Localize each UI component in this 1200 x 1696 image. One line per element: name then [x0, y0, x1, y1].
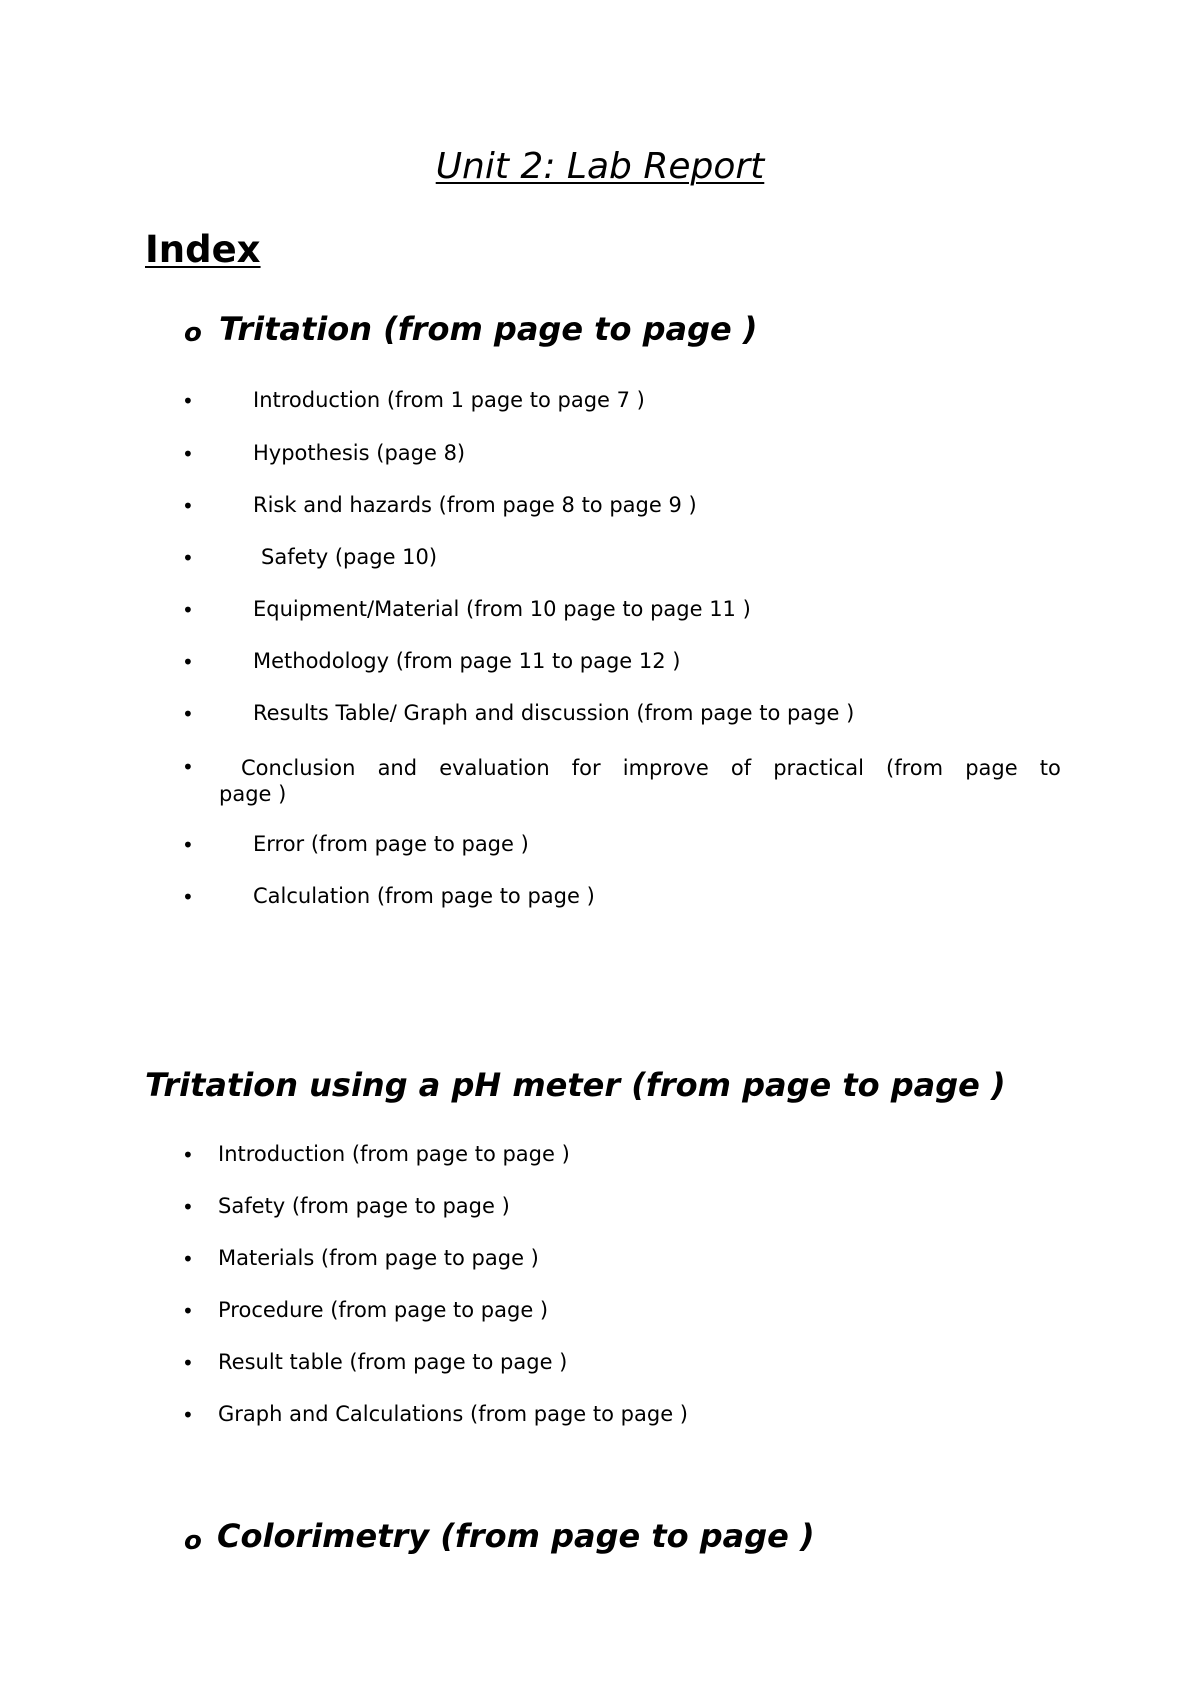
bullet-icon: •: [182, 546, 194, 570]
bullet-icon: •: [182, 494, 194, 518]
section-heading-tritation: Tritation (from page to page ): [219, 310, 758, 348]
conclusion-word: practical: [773, 756, 864, 780]
list-item: Introduction (from 1 page to page 7 ): [253, 388, 645, 412]
section-heading-colorimetry: Colorimetry (from page to page ): [217, 1517, 815, 1555]
list-item: Procedure (from page to page ): [218, 1298, 549, 1322]
list-item: Graph and Calculations (from page to page ): [218, 1402, 688, 1426]
conclusion-word: (from: [886, 756, 944, 780]
list-item: Calculation (from page to page ): [253, 884, 595, 908]
list-item: Introduction (from page to page ): [218, 1142, 570, 1166]
document-title: Unit 2: Lab Report: [435, 146, 765, 187]
list-item-wrap: page ): [219, 782, 287, 806]
list-item-conclusion: [219, 756, 1061, 780]
bullet-icon: •: [182, 650, 194, 674]
circle-bullet-icon: o: [184, 318, 202, 348]
bullet-icon: •: [182, 885, 194, 909]
list-item: Hypothesis (page 8): [253, 441, 466, 465]
list-item: Results Table/ Graph and discussion (from page to page ): [253, 701, 855, 725]
bullet-icon: •: [182, 755, 194, 779]
list-item: Materials (from page to page ): [218, 1246, 539, 1270]
bullet-icon: •: [182, 833, 194, 857]
list-item: Risk and hazards (from page 8 to page 9 ): [253, 493, 697, 517]
bullet-icon: •: [182, 389, 194, 413]
conclusion-word: improve: [622, 756, 709, 780]
list-item: Equipment/Material (from 10 page to page 11 ): [253, 597, 751, 621]
bullet-icon: •: [182, 442, 194, 466]
conclusion-word: and: [377, 756, 418, 780]
bullet-icon: •: [182, 1143, 194, 1167]
list-item: Error (from page to page ): [253, 832, 529, 856]
bullet-icon: •: [182, 1351, 194, 1375]
bullet-icon: •: [182, 1299, 194, 1323]
circle-bullet-icon: o: [184, 1526, 202, 1556]
bullet-icon: •: [182, 1247, 194, 1271]
list-item: Safety (page 10): [261, 545, 438, 569]
bullet-icon: •: [182, 1403, 194, 1427]
index-heading: Index: [145, 228, 261, 271]
bullet-icon: •: [182, 598, 194, 622]
conclusion-word: evaluation: [439, 756, 550, 780]
bullet-icon: •: [182, 702, 194, 726]
list-item: Result table (from page to page ): [218, 1350, 568, 1374]
conclusion-word: of: [730, 756, 752, 780]
conclusion-word: for: [571, 756, 601, 780]
list-item: Safety (from page to page ): [218, 1194, 510, 1218]
conclusion-word: to: [1039, 756, 1061, 780]
section-heading-ph-meter: Tritation using a pH meter (from page to page ): [145, 1066, 1006, 1104]
conclusion-word: page: [965, 756, 1018, 780]
conclusion-word: Conclusion: [241, 756, 356, 780]
list-item: Methodology (from page 11 to page 12 ): [253, 649, 681, 673]
bullet-icon: •: [182, 1195, 194, 1219]
